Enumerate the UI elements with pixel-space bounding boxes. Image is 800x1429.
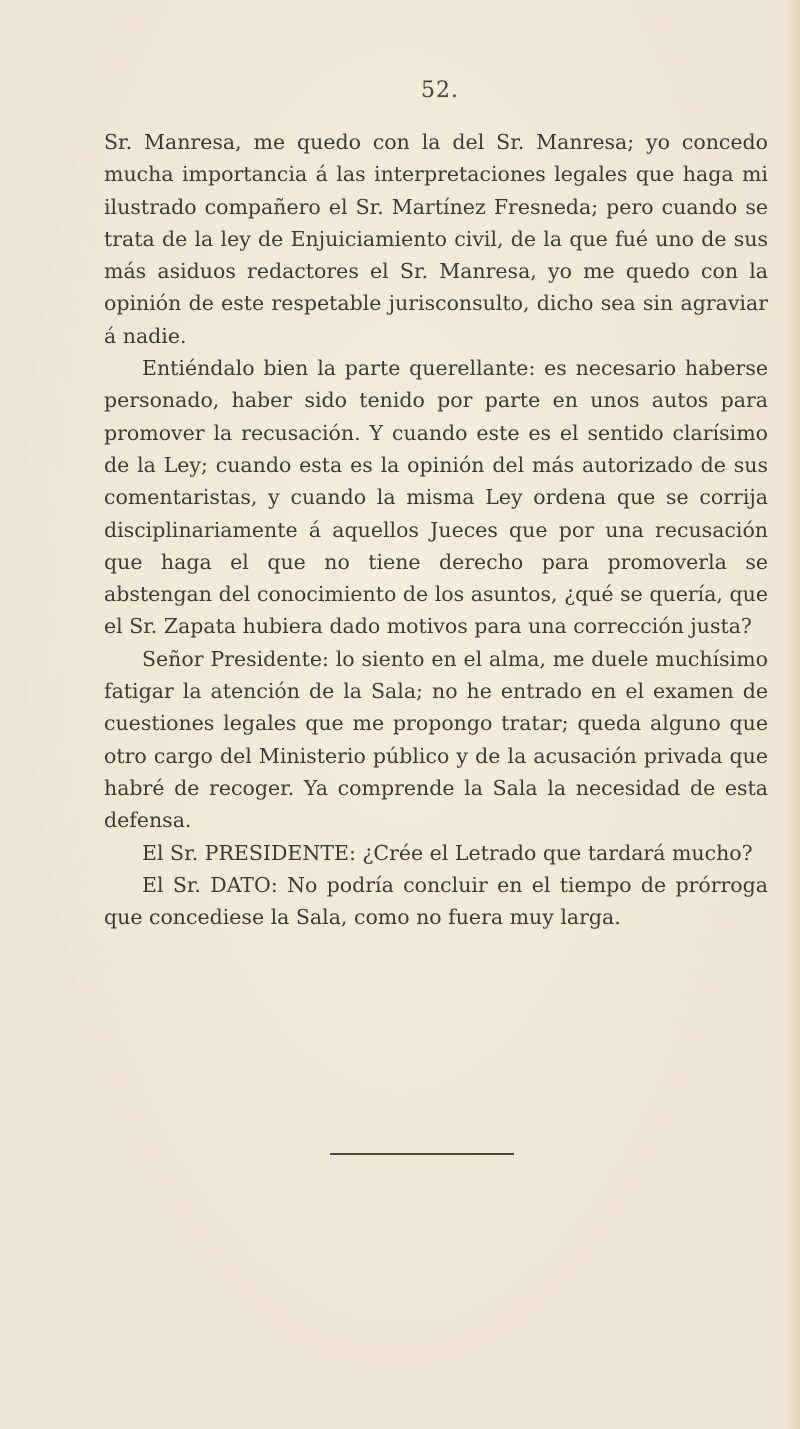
paragraph: Señor Presidente: lo siento en el alma, me duele muchísimo fatigar la atención de la Sala; no he entrado en el examen de cuestiones legales que me propongo tratar; queda alguno que otro cargo del Ministerio público y de la acusación privada que habré de recoger. Ya comprende la Sala la necesidad de esta defensa. — [104, 646, 768, 833]
section-end-rule — [330, 1153, 514, 1155]
paragraph: El Sr. DATO: No podría concluir en el tiempo de prórroga que concediese la Sala, como no fuera muy larga. — [104, 872, 768, 930]
body-text — [104, 126, 768, 933]
paragraph: El Sr. PRESIDENTE: ¿Crée el Letrado que tardará mucho? — [142, 840, 753, 865]
paragraph: Sr. Manresa, me quedo con la del Sr. Manresa; yo concedo mucha importancia á las interpretaciones legales que haga mi ilustrado compañero el Sr. Martínez Fresneda; pero cuando se trata de la ley de Enjuiciamiento civil, de la que fué uno de sus más asiduos redactores el Sr. Manresa, yo me quedo con la opinión de este respetable jurisconsulto, dicho sea sin agraviar á nadie. — [104, 130, 768, 348]
paragraph: Entiéndalo bien la parte querellante: es necesario haberse personado, haber sido tenido por parte en unos autos para promover la recusación. Y cuando este es el sentido clarísimo de la Ley; cuando esta es la opinión del más autorizado de sus comentaristas, y cuando la misma Ley ordena que se corrija disciplinariamente á aquellos Jueces que por una recusación que haga el que no tiene derecho para promoverla se abstengan del conocimiento de los asuntos, ¿qué se quería, que el Sr. Zapata hubiera dado motivos para una corrección justa? — [104, 356, 768, 639]
page-number: 52. — [421, 78, 459, 103]
page-edge-shadow — [786, 0, 800, 1429]
